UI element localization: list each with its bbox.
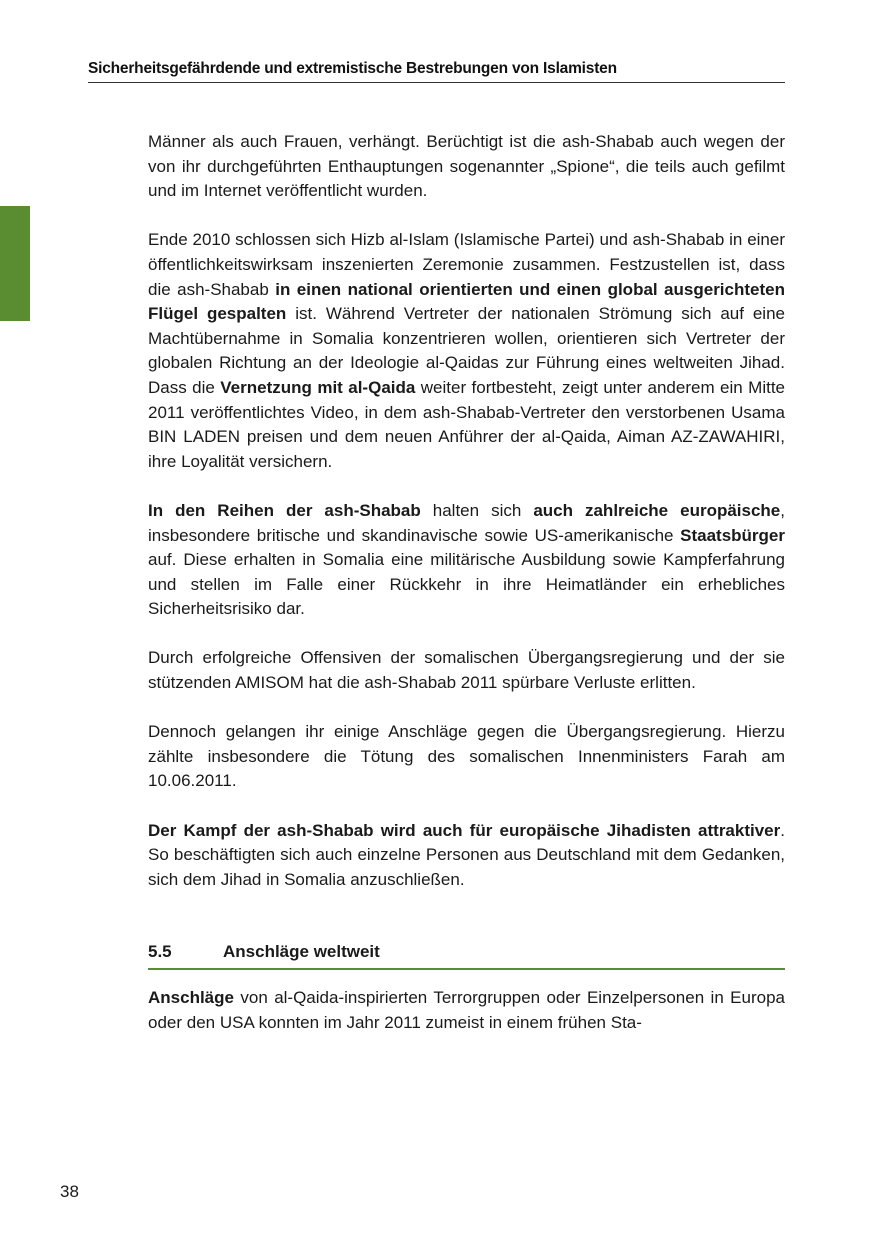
text-run: Dennoch gelangen ihr einige Anschläge gegen die Übergangsregierung. Hierzu zählte insbesondere die Tötung des somalischen Innenministers Farah am 10.06.2011.: [148, 722, 785, 791]
paragraph: [148, 228, 785, 474]
body-paragraphs: [148, 130, 785, 892]
bold-text: auch zahlreiche europäische: [533, 500, 781, 520]
bold-text: Vernetzung mit al-Qaida: [220, 377, 416, 397]
text-run: von al-Qaida-inspirierten Terrorgruppen oder Einzelpersonen in Europa oder den USA konnten im Jahr 2011 zumeist in einem frühen Sta-: [148, 988, 785, 1032]
text-run: Durch erfolgreiche Offensiven der somalischen Übergangsregierung und der sie stützenden AMISOM hat die ash-Shabab 2011 spürbare Verluste erlitten.: [148, 648, 785, 693]
text-run: . So beschäftigten sich auch einzelne Personen aus Deutschland mit dem Gedanken, sich dem Jihad in Somalia anzuschließen.: [148, 820, 785, 889]
paragraph: [148, 720, 785, 794]
paragraph: [148, 499, 785, 622]
text-run: Ende 2010 schlossen sich Hizb al-Islam (Islamische Partei) und ash-Shabab in einer öffentlichkeitswirksam inszenierten Zeremonie zusammen. Festzustellen ist, dass die ash-Shabab: [148, 230, 785, 299]
paragraph: [148, 646, 785, 695]
section-paragraphs: [148, 986, 785, 1035]
paragraph: [148, 986, 785, 1035]
text-run: weiter fortbesteht, zeigt unter anderem ein Mitte 2011 veröffentlichtes Video, in dem ash-Shabab-Vertreter den verstorbenen Usama BIN LADEN preisen und dem neuen Anführer der al-Qaida, Aiman AZ-ZAWAHIRI, ihre Loyalität versichern.: [148, 377, 785, 471]
text-run: auf. Diese erhalten in Somalia eine militärische Ausbildung sowie Kampferfahrung und stellen im Falle einer Rückkehr in ihre Heimatländer ein erhebliches Sicherheitsrisiko dar.: [148, 550, 785, 619]
section-heading: [148, 940, 785, 970]
text-run: halten sich: [420, 500, 534, 520]
bold-text: In den Reihen der ash-Shabab: [148, 500, 421, 520]
bold-text: Der Kampf der ash-Shabab wird auch für europäische Jihadisten attraktiver: [148, 820, 781, 840]
text-run: Männer als auch Frauen, verhängt. Berüchtigt ist die ash-Shabab auch wegen der von ihr durchgeführten Enthauptungen sogenannter „Spione“, die teils auch gefilmt und im Internet veröffentlicht wurden.: [148, 132, 785, 201]
text-run: , insbesondere britische und skandinavische sowie US-amerikanische: [148, 500, 785, 545]
paragraph: [148, 130, 785, 204]
bold-text: Anschläge: [148, 988, 234, 1007]
text-run: ist. Während Vertreter der nationalen Strömung sich auf eine Machtübernahme in Somalia konzentrieren wollen, orientieren sich Vertreter der globalen Richtung an der Ideologie al-Qaidas zur Führung eines weltweiten Jihad. Dass die: [148, 304, 785, 397]
section-number: 5.5: [148, 942, 172, 962]
chapter-tab-marker: [0, 206, 30, 321]
section-title: Anschläge weltweit: [223, 942, 380, 962]
running-header: Sicherheitsgefährdende und extremistische Bestrebungen von Islamisten: [88, 60, 785, 83]
bold-text: Staatsbürger: [680, 525, 785, 545]
paragraph: [148, 819, 785, 893]
main-content: [148, 130, 785, 1060]
bold-text: in einen national orientierten und einen global ausgerichteten Flügel gespalten: [148, 279, 785, 324]
page-number: 38: [60, 1182, 79, 1201]
